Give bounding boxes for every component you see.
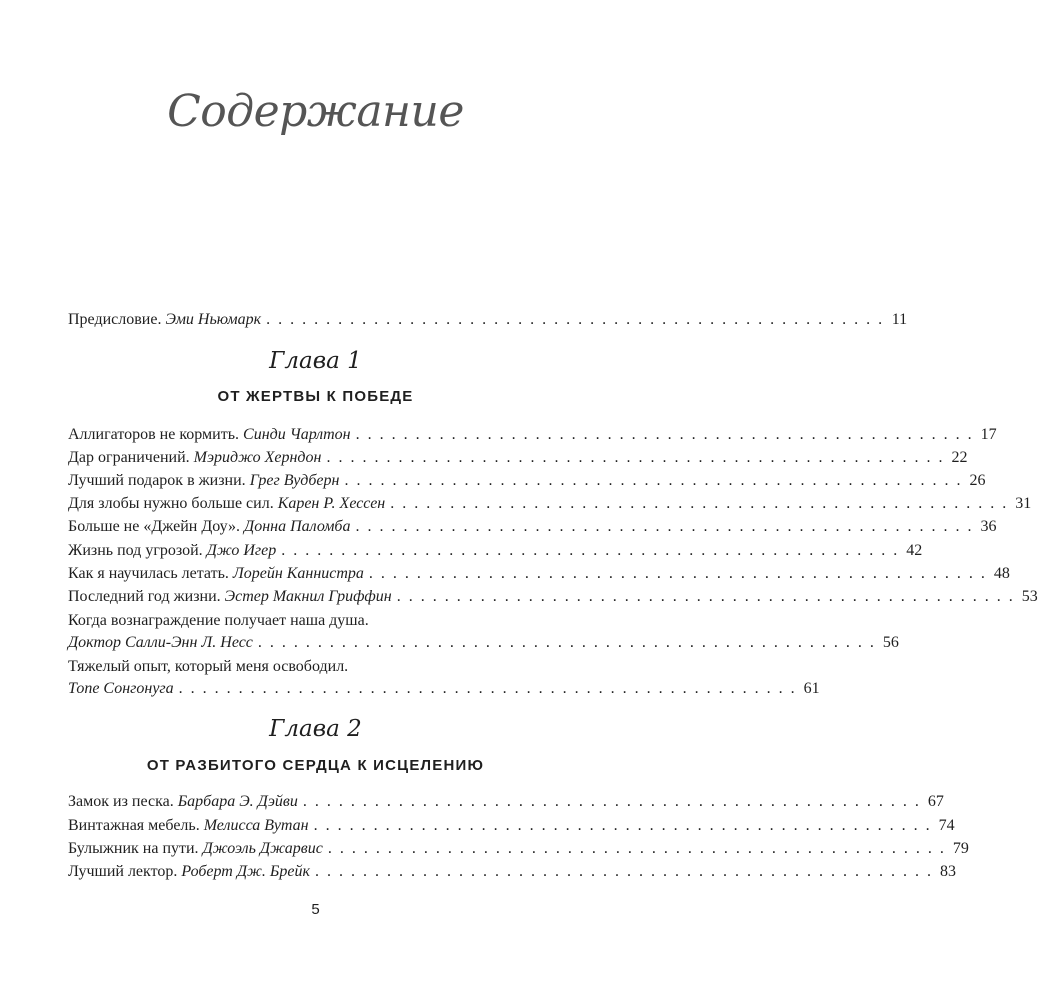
toc-entry-page: 61: [803, 680, 820, 697]
toc-entry-author: Лорейн Каннистра: [232, 565, 364, 582]
page-title: Содержание: [167, 86, 464, 137]
toc-entry-page: 22: [951, 449, 968, 466]
leader-dots: . . . . . . . . . . . . . . . . . . . . . . . . . . . . . . . . . . . . . . . . . . . . . . . . . . . .: [178, 680, 797, 697]
toc-entry[interactable]: [68, 424, 997, 446]
toc-entry-author: Джоэль Джарвис: [202, 840, 323, 857]
toc-entry-author: Топе Сонгонуга: [68, 680, 174, 697]
toc-entry-author: Джо Игер: [206, 542, 277, 559]
toc-entry-text: Дар ограничений.: [68, 449, 190, 466]
toc-entry-author: Эми Ньюмарк: [165, 311, 262, 328]
toc-entry-author: Доктор Салли-Энн Л. Несс: [68, 634, 253, 651]
toc-entry-page: 17: [980, 426, 997, 443]
toc-entry-author: Мелисса Вутан: [203, 817, 309, 834]
toc-entry-page: 74: [938, 817, 955, 834]
toc-entry-text: Жизнь под угрозой.: [68, 542, 203, 559]
toc-entry-page: 83: [939, 863, 956, 880]
toc-entry-text: Булыжник на пути.: [68, 840, 199, 857]
toc-entry[interactable]: [68, 563, 1010, 585]
toc-entry[interactable]: [68, 632, 899, 654]
toc-entry-text: Винтажная мебель.: [68, 817, 200, 834]
leader-dots: . . . . . . . . . . . . . . . . . . . . . . . . . . . . . . . . . . . . . . . . . . . . . . . . . . . .: [327, 840, 946, 857]
leader-dots: . . . . . . . . . . . . . . . . . . . . . . . . . . . . . . . . . . . . . . . . . . . . . . . . . . . .: [326, 449, 945, 466]
toc-entry-text: Предисловие.: [68, 311, 162, 328]
toc-entry-text: Больше не «Джейн Доу».: [68, 518, 241, 535]
leader-dots: . . . . . . . . . . . . . . . . . . . . . . . . . . . . . . . . . . . . . . . . . . . . . . . . . . . .: [390, 495, 1009, 512]
toc-entry-author: Карен Р. Хессен: [277, 495, 386, 512]
leader-dots: . . . . . . . . . . . . . . . . . . . . . . . . . . . . . . . . . . . . . . . . . . . . . . . . . . . .: [355, 518, 974, 535]
leader-dots: . . . . . . . . . . . . . . . . . . . . . . . . . . . . . . . . . . . . . . . . . . . . . . . . . . . .: [281, 542, 900, 559]
toc-entry-preface[interactable]: [68, 309, 908, 331]
toc-entry-text: Лучший лектор.: [68, 863, 178, 880]
toc-entry-page: 53: [1021, 588, 1038, 605]
toc-entry-page: 48: [993, 565, 1010, 582]
toc-entry[interactable]: [68, 470, 986, 492]
toc-entry[interactable]: [68, 493, 1032, 515]
toc-entry-author: Барбара Э. Дэйви: [177, 793, 298, 810]
toc-entry-author: Мэриджо Херндон: [193, 449, 322, 466]
toc-entry[interactable]: [68, 516, 997, 538]
toc-entry[interactable]: [68, 861, 956, 883]
leader-dots: . . . . . . . . . . . . . . . . . . . . . . . . . . . . . . . . . . . . . . . . . . . . . . . . . . . .: [344, 472, 963, 489]
toc-entry-text: Последний год жизни.: [68, 588, 221, 605]
leader-dots: . . . . . . . . . . . . . . . . . . . . . . . . . . . . . . . . . . . . . . . . . . . . . . . . . . . .: [313, 817, 932, 834]
toc-entry[interactable]: [68, 540, 923, 562]
toc-entry-text: Для злобы нужно больше сил.: [68, 495, 274, 512]
leader-dots: . . . . . . . . . . . . . . . . . . . . . . . . . . . . . . . . . . . . . . . . . . . . . . . . . . . .: [368, 565, 987, 582]
toc-entry[interactable]: [68, 791, 944, 813]
toc-entry-page: 67: [927, 793, 944, 810]
leader-dots: . . . . . . . . . . . . . . . . . . . . . . . . . . . . . . . . . . . . . . . . . . . . . . . . . . . .: [266, 311, 885, 328]
toc-entry-title-line[interactable]: Тяжелый опыт, который меня освободил.: [68, 658, 349, 675]
toc-entry-page: 42: [906, 542, 923, 559]
leader-dots: . . . . . . . . . . . . . . . . . . . . . . . . . . . . . . . . . . . . . . . . . . . . . . . . . . . .: [355, 426, 974, 443]
toc-entry-author: Донна Паломба: [244, 518, 351, 535]
toc-entry[interactable]: [68, 586, 1038, 608]
toc-entry-author: Синди Чарлтон: [243, 426, 351, 443]
toc-entry[interactable]: [68, 815, 955, 837]
toc-entry-page: 79: [952, 840, 969, 857]
toc-entry-page: 56: [882, 634, 899, 651]
toc-entry-page: 31: [1015, 495, 1032, 512]
toc-entry-text: Аллигаторов не кормить.: [68, 426, 240, 443]
chapter-2-title: ОТ РАЗБИТОГО СЕРДЦА К ИСЦЕЛЕНИЮ: [146, 757, 485, 774]
toc-entry-page: 36: [980, 518, 997, 535]
leader-dots: . . . . . . . . . . . . . . . . . . . . . . . . . . . . . . . . . . . . . . . . . . . . . . . . . . . .: [302, 793, 921, 810]
toc-entry[interactable]: [68, 678, 820, 700]
leader-dots: . . . . . . . . . . . . . . . . . . . . . . . . . . . . . . . . . . . . . . . . . . . . . . . . . . . .: [314, 863, 933, 880]
chapter-1-title: ОТ ЖЕРТВЫ К ПОБЕДЕ: [217, 388, 414, 405]
leader-dots: . . . . . . . . . . . . . . . . . . . . . . . . . . . . . . . . . . . . . . . . . . . . . . . . . . . .: [396, 588, 1015, 605]
toc-entry-author: Роберт Дж. Брейк: [181, 863, 310, 880]
toc-entry-author: Эстер Макнил Гриффин: [224, 588, 392, 605]
leader-dots: . . . . . . . . . . . . . . . . . . . . . . . . . . . . . . . . . . . . . . . . . . . . . . . . . . . .: [257, 634, 876, 651]
toc-entry-page: 26: [969, 472, 986, 489]
toc-entry-title-line[interactable]: Когда вознаграждение получает наша душа.: [68, 612, 369, 629]
chapter-2-label: Глава 2: [269, 716, 362, 742]
toc-entry-author: Грег Вудберн: [249, 472, 340, 489]
toc-entry[interactable]: [68, 838, 969, 860]
toc-entry-page: 11: [891, 311, 908, 328]
page-number: 5: [311, 901, 320, 918]
toc-entry-text: Как я научилась летать.: [68, 565, 229, 582]
chapter-1-label: Глава 1: [269, 348, 362, 374]
toc-entry[interactable]: [68, 447, 968, 469]
toc-entry-text: Лучший подарок в жизни.: [68, 472, 246, 489]
toc-entry-text: Замок из песка.: [68, 793, 174, 810]
